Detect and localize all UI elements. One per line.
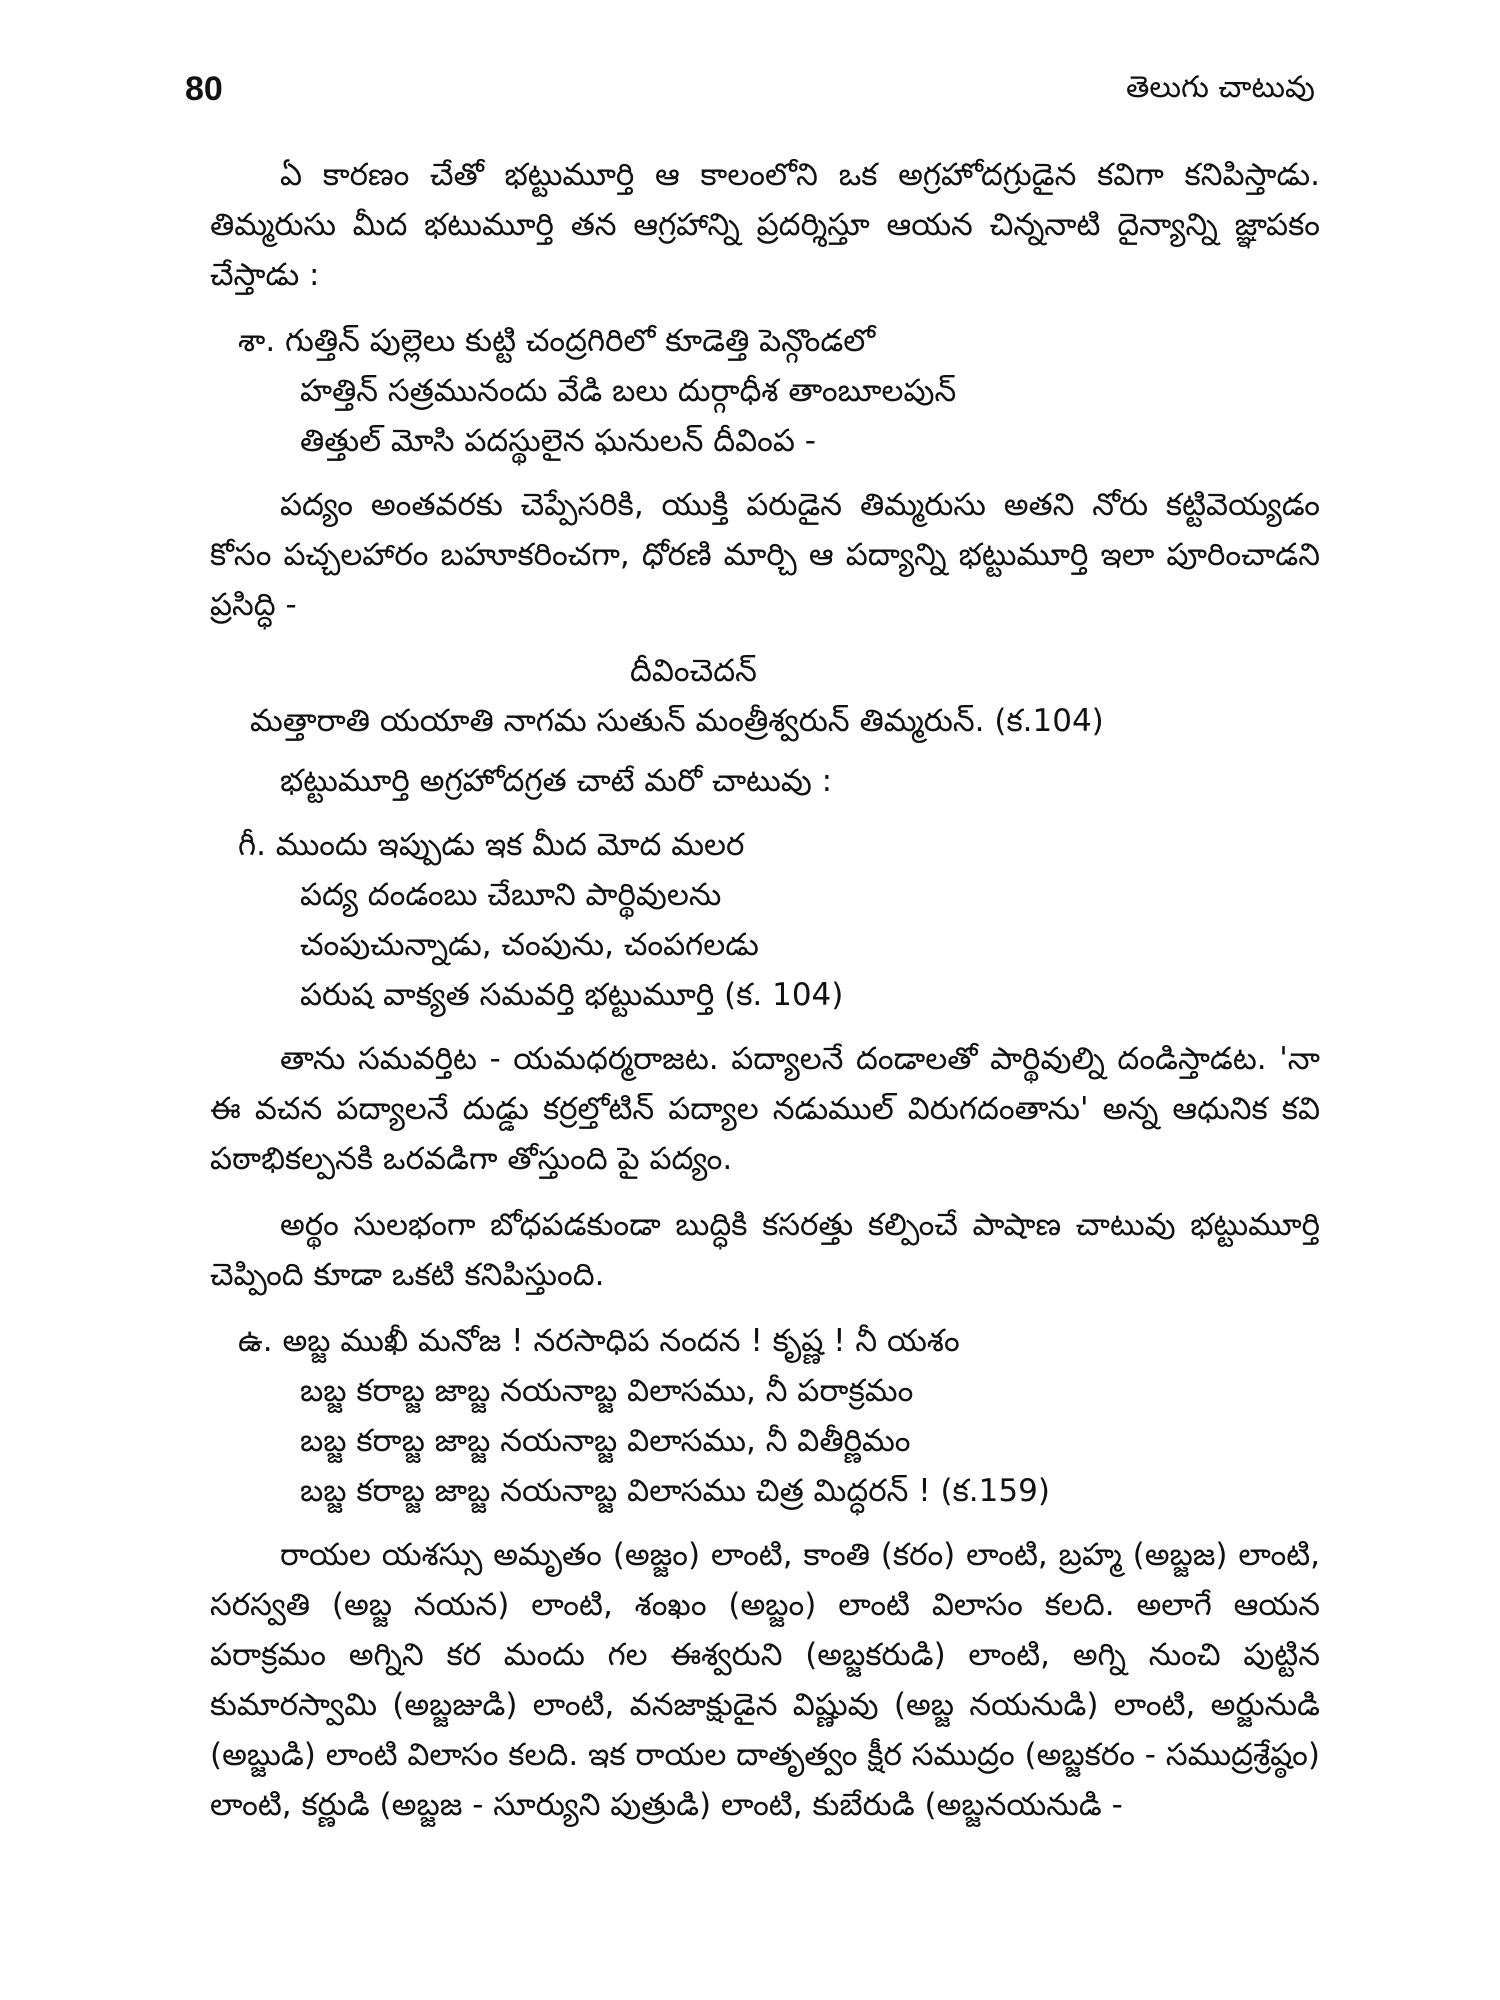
paragraph-2: పద్యం అంతవరకు చెప్పేసరికి, యుక్తి పరుడైన తిమ్మరుసు అతని నోరు కట్టివెయ్యడం కోసం పచ్చలహారం బహూకరించగా, ధోరణి మార్చి ఆ పద్యాన్ని భట్టుమూర్తి ఇలా పూరించాడని ప్రసిద్ధి -: [210, 487, 1320, 623]
paragraph-5: అర్థం సులభంగా బోధపడకుండా బుద్ధికి కసరత్తు కల్పించే పాషాణ చాటువు భట్టుమూర్తి చెప్పింది కూడా ఒకటి కనిపిస్తుంది.: [210, 1207, 1320, 1293]
verse-2: [210, 820, 1320, 1020]
verse-2-line-2: పద్య దండంబు చేబూని పార్థివులను: [300, 877, 722, 913]
verse-1-line-3: తిత్తుల్ మోసి పదస్థులైన ఘనులన్ దీవింప -: [300, 423, 816, 459]
body-text: [210, 150, 1320, 1846]
paragraph-4: తాను సమవర్తిట - యమధర్మరాజట. పద్యాలనే దండాలతో పార్థివుల్ని దండిస్తాడట. 'నా ఈ వచన పద్యాలనే దుడ్డు కర్రల్తోటిన్ పద్యాల నడుముల్ విరుగదంతాను' అన్న ఆధునిక కవి పఠాభికల్పనకి ఒరవడిగా తోస్తుంది పై పద్యం.: [210, 1041, 1320, 1177]
verse-3-line-3: బబ్జ కరాబ్జ జాబ్జ నయనాబ్జ విలాసము, నీ వితీర్ణిమం: [300, 1423, 911, 1459]
verse-2-line-4: పరుష వాక్యత సమవర్తి భట్టుమూర్తి (క. 104): [300, 977, 844, 1013]
verse-completion-line-2: మత్తారాతి యయాతి నాగమ సుతున్ మంత్రీశ్వరున్ తిమ్మరున్. (క.104): [250, 703, 1104, 739]
paragraph-3: భట్టుమూర్తి అగ్రహోదగ్రత చాటే మరో చాటువు :: [280, 763, 833, 799]
paragraph-1: ఏ కారణం చేతో భట్టుమూర్తి ఆ కాలంలోని ఒక అగ్రహోదగ్రుడైన కవిగా కనిపిస్తాడు. తిమ్మరుసు మీద భటుమూర్తి తన ఆగ్రహాన్ని ప్రదర్శిస్తూ ఆయన చిన్ననాటి దైన్యాన్ని జ్ఞాపకం చేస్తాడు :: [210, 157, 1320, 293]
verse-3: [210, 1316, 1320, 1516]
verse-2-line-3: చంపుచున్నాడు, చంపును, చంపగలడు: [300, 927, 759, 963]
page-header: [185, 70, 1315, 130]
verse-3-line-4: బబ్జ కరాబ్జ జాబ్జ నయనాబ్జ విలాసము చిత్ర మిద్ధరన్ ! (క.159): [300, 1473, 1050, 1509]
verse-2-line-1: గీ. ముందు ఇప్పుడు ఇక మీద మోద మలర: [238, 827, 745, 863]
verse-1-line-1: శా. గుత్తిన్ పుల్లెలు కుట్టి చంద్రగిరిలో కూడెత్తి పెన్గొండలో: [238, 323, 876, 359]
verse-3-line-1: ఉ. అబ్జ ముఖీ మనోజ ! నరసాధిప నందన ! కృష్ణ ! నీ యశం: [238, 1323, 960, 1359]
running-title: తెలుగు చాటువు: [1126, 70, 1315, 105]
paragraph-6: రాయల యశస్సు అమృతం (అజ్జం) లాంటి, కాంతి (కరం) లాంటి, బ్రహ్మ (అబ్జజ) లాంటి, సరస్వతి (అబ్జ నయన) లాంటి, శంఖం (అబ్జం) లాంటి విలాసం కలది. అలాగే ఆయన పరాక్రమం అగ్నిని కర మందు గల ఈశ్వరుని (అబ్జకరుడి) లాంటి, అగ్ని నుంచి పుట్టిన కుమారస్వామి (అబ్జజుడి) లాంటి, వనజాక్షుడైన విష్ణువు (అబ్జ నయనుడి) లాంటి, అర్జునుడి (అబ్జుడి) లాంటి విలాసం కలది. ఇక రాయల దాతృత్వం క్షీర సముద్రం (అబ్జకరం - సముద్రశ్రేష్ఠం) లాంటి, కర్ణుడి (అబ్జజ - సూర్యుని పుత్రుడి) లాంటి, కుబేరుడి (అబ్జనయనుడి -: [210, 1537, 1320, 1823]
verse-3-line-2: బబ్జ కరాబ్జ జాబ్జ నయనాబ్జ విలాసము, నీ పరాక్రమం: [300, 1373, 914, 1409]
verse-completion-line-1: దీవించెదన్: [630, 653, 757, 689]
page-number: 80: [185, 70, 223, 108]
verse-1-line-2: హత్తిన్ సత్రమునందు వేడి బలు దుర్గాధీశ తాంబూలపున్: [300, 373, 957, 409]
verse-1: [210, 316, 1320, 466]
